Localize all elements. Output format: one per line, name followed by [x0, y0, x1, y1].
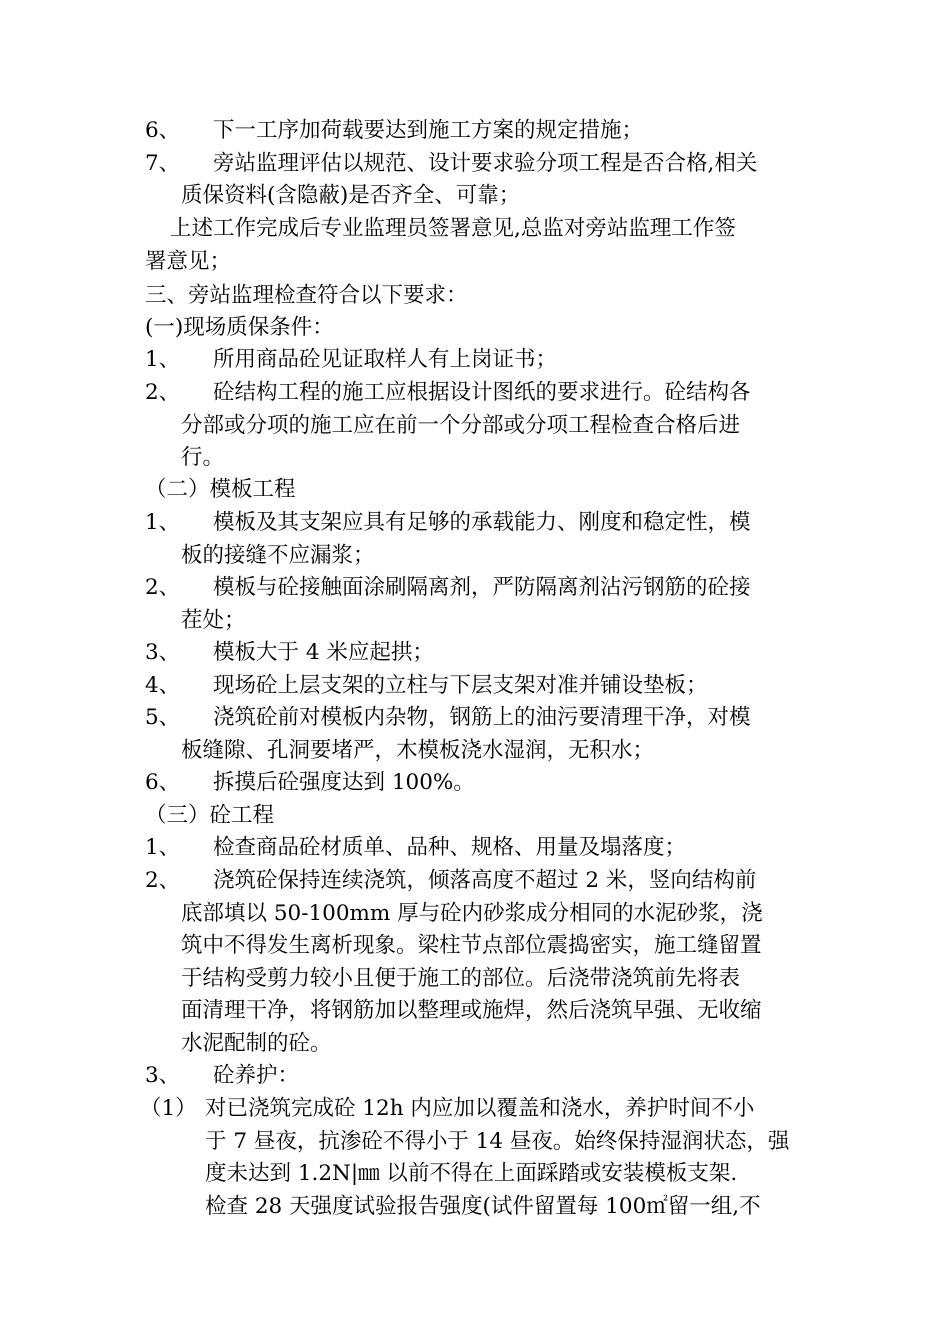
item-continuation: 于结构受剪力较小且便于施工的部位。后浇带浇筑前先将表	[181, 966, 741, 991]
subsection-heading: （三）砼工程	[145, 803, 275, 828]
item-text: 检查商品砼材质单、品种、规格、用量及塌落度；	[213, 835, 687, 860]
item-text: 浇筑砼保持连续浇筑，倾落高度不超过 2 米，竖向结构前	[213, 868, 757, 893]
item-continuation: 检查 28 天强度试验报告强度(试件留置每 100㎡留一组,不	[205, 1194, 761, 1219]
item-continuation: 面清理干净，将钢筋加以整理或施焊，然后浇筑早强、无收缩	[181, 998, 762, 1023]
item-number: 3、	[145, 1063, 181, 1088]
item-text: 砼结构工程的施工应根据设计图纸的要求进行。砼结构各	[213, 380, 751, 405]
subsection-heading: (一)现场质保条件：	[145, 315, 334, 340]
item-number: 7、	[145, 151, 181, 176]
item-continuation: 度未达到 1.2N|㎜ 以前不得在上面踩踏或安装模板支架.	[205, 1161, 738, 1186]
item-continuation: 板的接缝不应漏浆；	[181, 543, 375, 568]
item-continuation: 质保资料(含隐蔽)是否齐全、可靠；	[181, 183, 521, 208]
item-text: 所用商品砼见证取样人有上岗证书；	[213, 347, 558, 372]
item-text: 旁站监理评估以规范、设计要求验分项工程是否合格,相关	[213, 151, 758, 176]
item-text: 模板及其支架应具有足够的承载能力、刚度和稳定性，模	[213, 510, 751, 535]
item-number: 5、	[145, 705, 181, 730]
item-continuation: 茬处；	[181, 608, 246, 633]
item-number: 6、	[145, 770, 181, 795]
item-continuation: 底部填以 50-100mm 厚与砼内砂浆成分相同的水泥砂浆，浇	[181, 901, 763, 926]
item-number: 6、	[145, 118, 181, 143]
item-text: 现场砼上层支架的立柱与下层支架对准并铺设垫板；	[213, 673, 708, 698]
summary-line: 署意见；	[145, 249, 232, 274]
item-continuation: 板缝隙、孔洞要堵严，木模板浇水湿润，无积水；	[181, 738, 655, 763]
subsection-heading: （二）模板工程	[145, 477, 296, 502]
summary-line: 上述工作完成后专业监理员签署意见,总监对旁站监理工作签	[170, 216, 736, 241]
item-continuation: 筑中不得发生离析现象。梁柱节点部位震捣密实，施工缝留置	[181, 933, 762, 958]
item-number: 1、	[145, 835, 181, 860]
item-number: 1、	[145, 347, 181, 372]
item-continuation: 于 7 昼夜，抗渗砼不得小于 14 昼夜。始终保持湿润状态，强	[205, 1129, 790, 1154]
item-number: 3、	[145, 640, 181, 665]
item-number: 2、	[145, 575, 181, 600]
item-text: 对已浇筑完成砼 12h 内应加以覆盖和浇水，养护时间不小	[205, 1096, 755, 1121]
item-text: 砼养护：	[213, 1063, 300, 1088]
item-text: 下一工序加荷载要达到施工方案的规定措施；	[213, 118, 644, 143]
item-number: 2、	[145, 380, 181, 405]
item-text: 浇筑砼前对模板内杂物，钢筋上的油污要清理干净，对模	[213, 705, 751, 730]
item-text: 拆摸后砼强度达到 100%。	[213, 770, 475, 795]
item-number: 2、	[145, 868, 181, 893]
item-number: 4、	[145, 673, 181, 698]
item-continuation: 水泥配制的砼。	[181, 1031, 332, 1056]
item-continuation: 行。	[181, 445, 225, 470]
item-text: 模板大于 4 米应起拱；	[213, 640, 434, 665]
item-number: （1）	[140, 1096, 197, 1121]
item-text: 模板与砼接触面涂刷隔离剂，严防隔离剂沾污钢筋的砼接	[213, 575, 751, 600]
item-continuation: 分部或分项的施工应在前一个分部或分项工程检查合格后进	[181, 413, 741, 438]
item-number: 1、	[145, 510, 181, 535]
section-heading: 三、旁站监理检查符合以下要求：	[145, 283, 468, 308]
